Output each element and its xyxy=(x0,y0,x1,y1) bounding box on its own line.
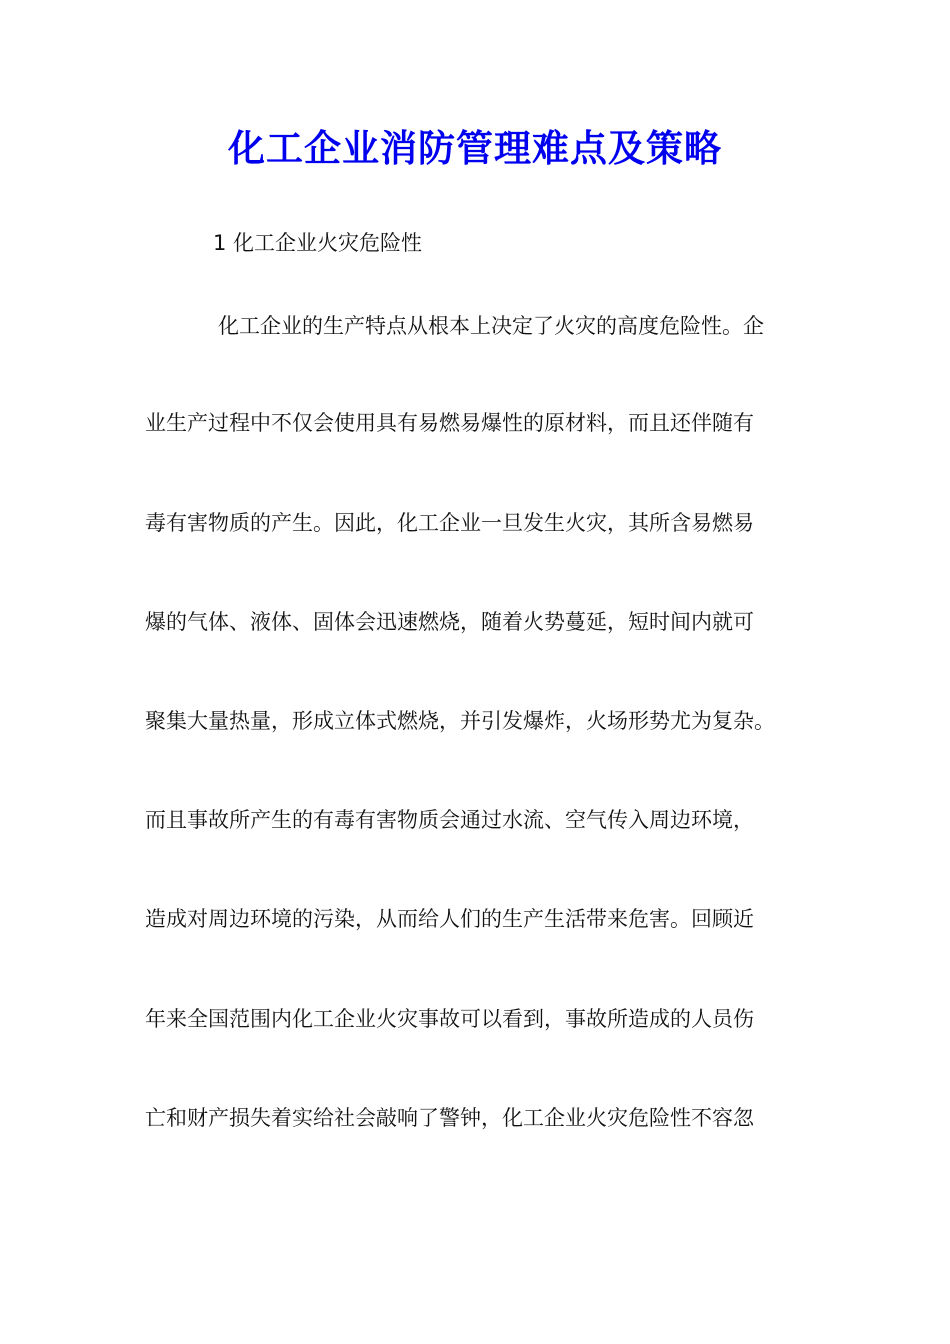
paragraph-line: 聚集大量热量，形成立体式燃烧，并引发爆炸，火场形势尤为复杂。 xyxy=(145,709,775,733)
paragraph-line: 爆的气体、液体、固体会迅速燃烧，随着火势蔓延，短时间内就可 xyxy=(145,610,754,634)
paragraph-line: 化工企业的生产特点从根本上决定了火灾的高度危险性。企 xyxy=(218,314,764,338)
paragraph-line: 毒有害物质的产生。因此，化工企业一旦发生火灾，其所含易燃易 xyxy=(145,511,754,535)
paragraph-line: 造成对周边环境的污染，从而给人们的生产生活带来危害。回顾近 xyxy=(145,907,754,931)
document-title: 化工企业消防管理难点及策略 xyxy=(228,126,722,170)
paragraph-line: 年来全国范围内化工企业火灾事故可以看到，事故所造成的人员伤 xyxy=(145,1007,754,1031)
paragraph-line: 亡和财产损失着实给社会敲响了警钟，化工企业火灾危险性不容忽 xyxy=(145,1106,754,1130)
paragraph-line: 而且事故所产生的有毒有害物质会通过水流、空气传入周边环境， xyxy=(145,808,754,832)
section-heading: 1 化工企业火灾危险性 xyxy=(213,231,423,255)
paragraph-line: 业生产过程中不仅会使用具有易燃易爆性的原材料，而且还伴随有 xyxy=(145,411,754,435)
